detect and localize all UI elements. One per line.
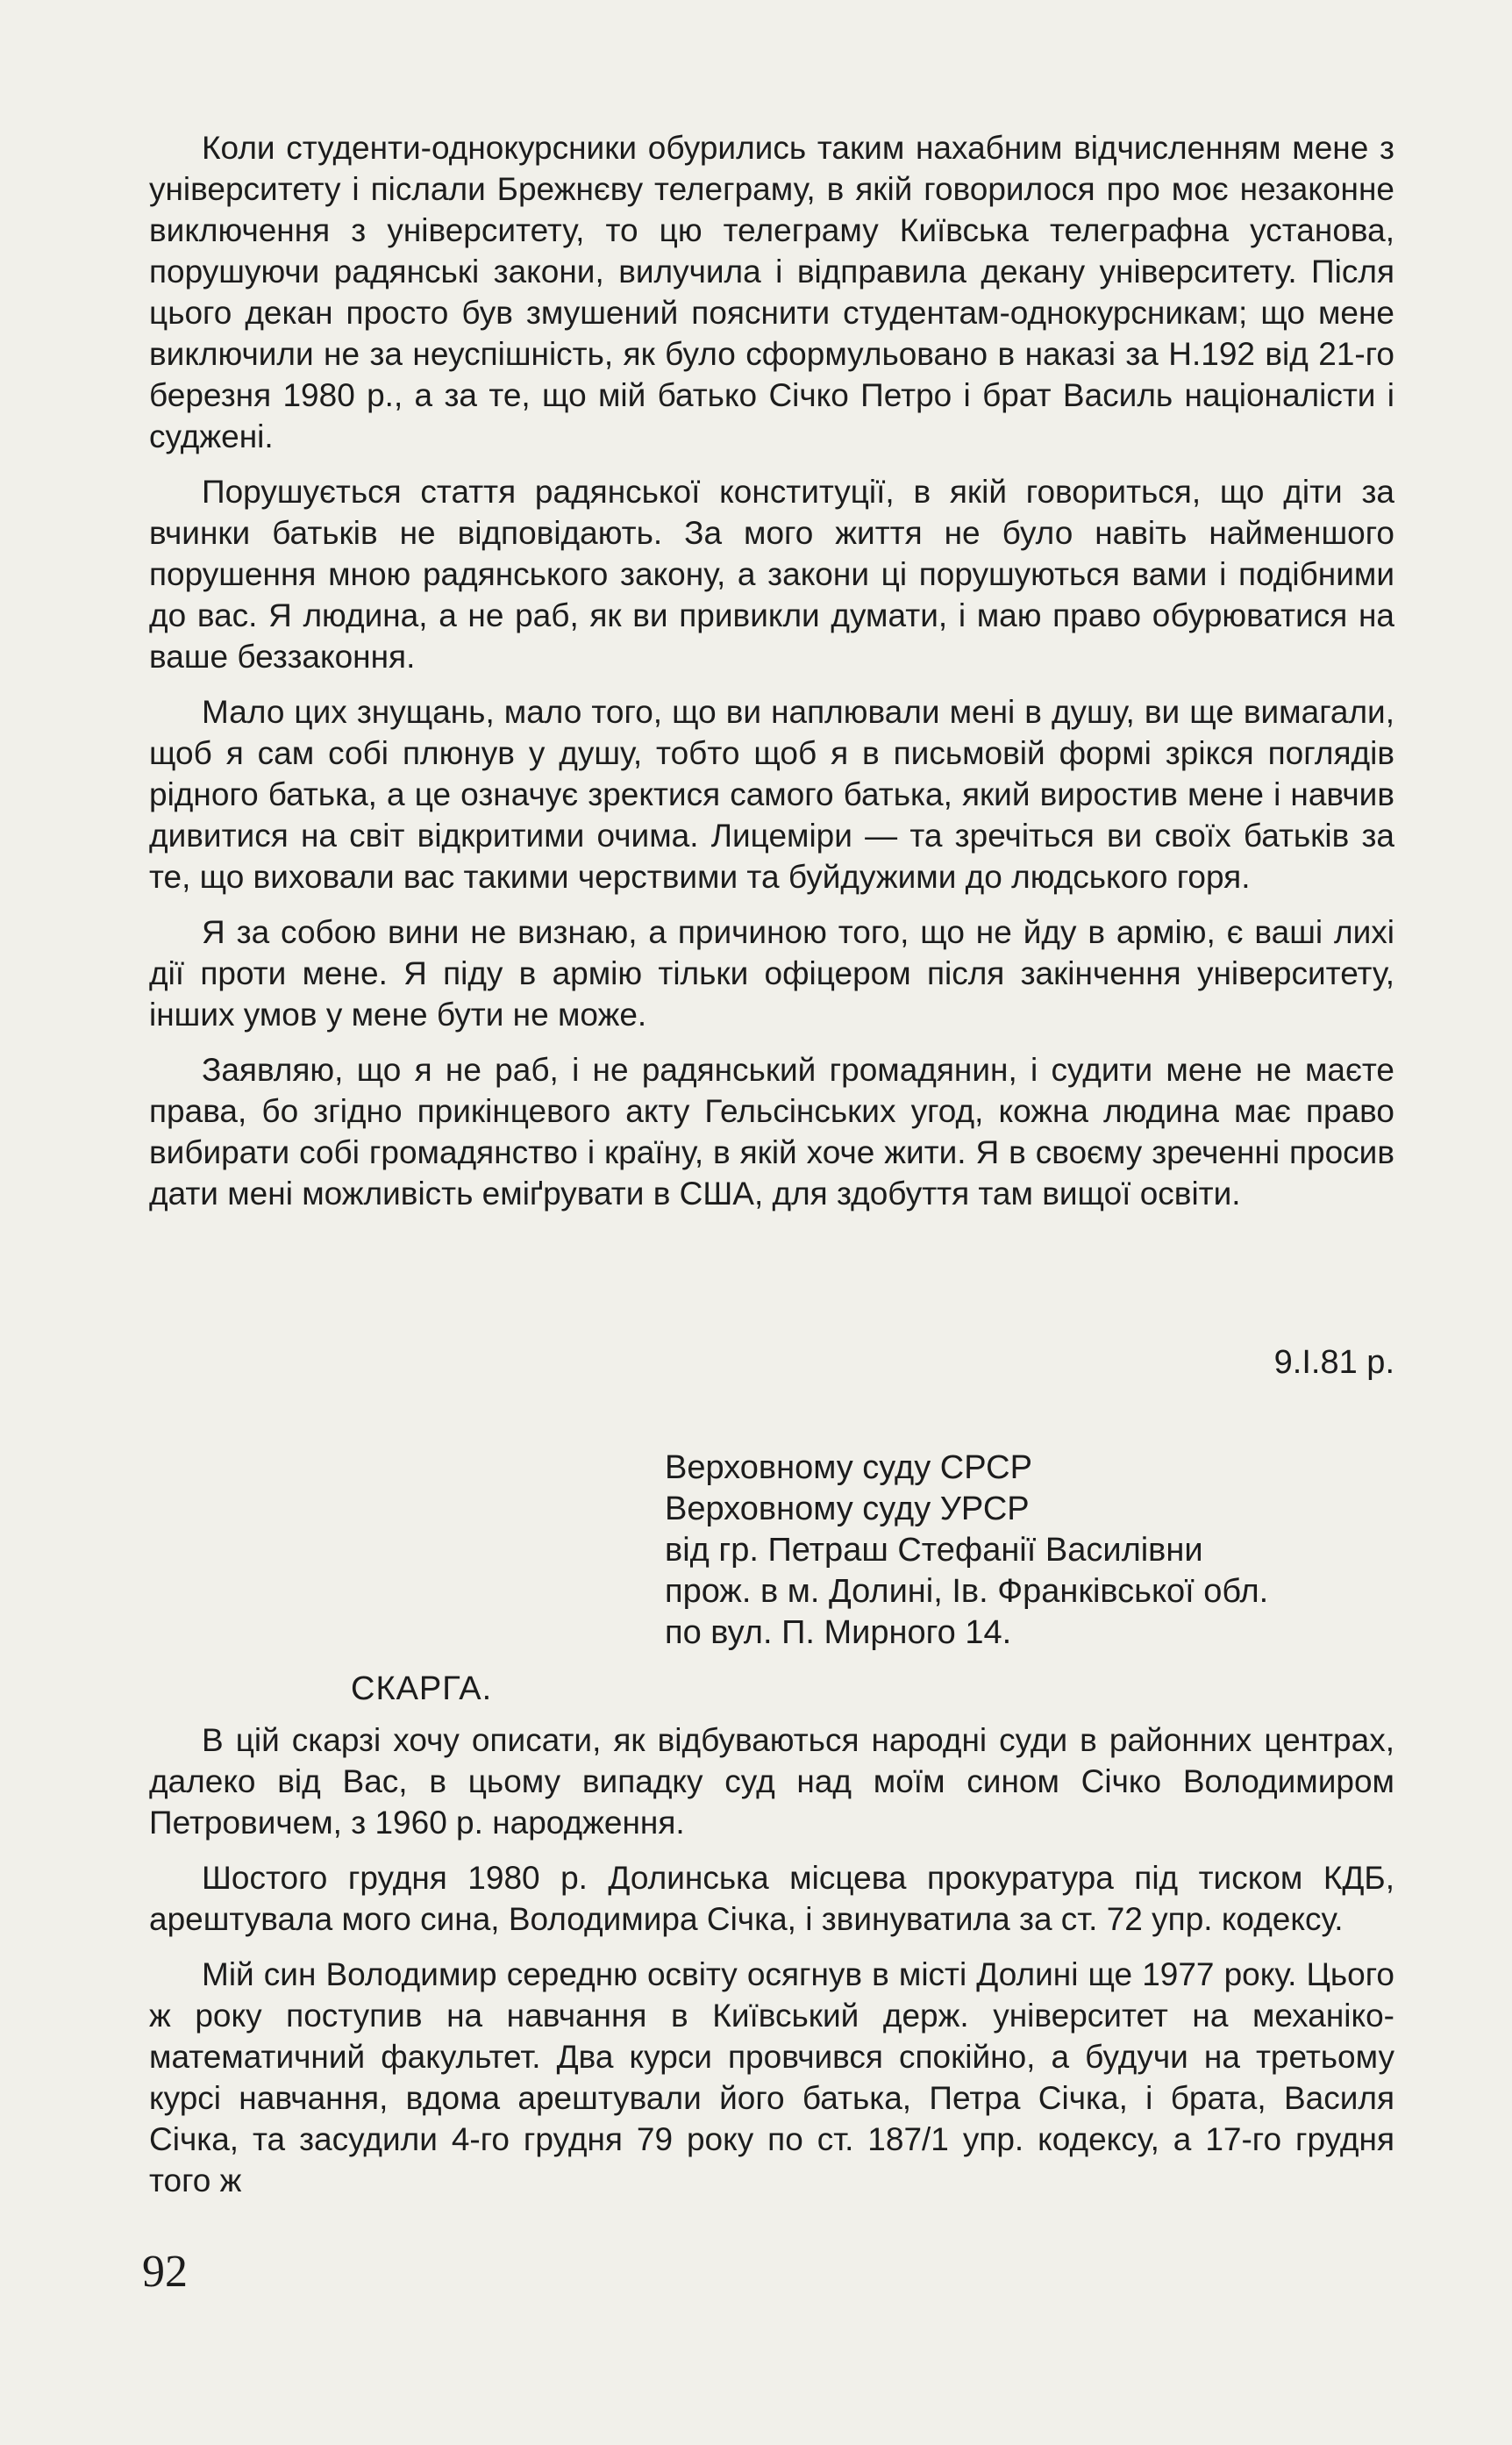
addressee-line-5: по вул. П. Мирного 14.: [665, 1614, 1012, 1651]
complaint-paragraph-3: Мій син Володимир середню освіту осягнув в місті Долині ще 1977 року. Цього ж року поступив на навчання в Київський держ. університет на механіко-математичний факультет. Два курси провчився спокійно, а будучи на третьому курсі навчання, вдома арештували його батька, Петра Січка, і брата, Василя Січка, та засудили 4-го грудня 79 року по ст. 187/1 упр. кодексу, а 17-го грудня того ж: [149, 1956, 1394, 2198]
addressee-line-4: прож. в м. Долині, Ів. Франківської обл.: [665, 1573, 1269, 1610]
statement-date: 9.I.81 р.: [1273, 1344, 1394, 1381]
statement-paragraph-1: Коли студенти-однокурсники обурились таким нахабним відчисленням мене з університету і післали Брежнєву телеграму, в якій говорилося про моє незаконне виключення з університету, то цю телеграму Київська телеграфна установа, порушуючи радянські закони, вилучила і відправила декану університету. Після цього декан просто був змушений пояснити студентам-однокурсникам; що мене виключили не за неуспішність, як було сформульовано в наказі за Н.192 від 21-го березня 1980 р., а за те, що мій батько Січко Петро і брат Василь націоналісти і суджені.: [149, 130, 1394, 454]
complaint-paragraph-1: В цій скарзі хочу описати, як відбуваються народні суди в районних центрах, далеко від Вас, в цьому випадку суд над моїм сином Січко Володимиром Петровичем, з 1960 р. народження.: [149, 1722, 1394, 1841]
statement-paragraph-4: Я за собою вини не визнаю, а причиною того, що не йду в армію, є ваші лихі дії проти мене. Я піду в армію тільки офіцером після закінчення університету, інших умов у мене бути не може.: [149, 914, 1394, 1033]
complaint-paragraph-2: Шостого грудня 1980 р. Долинська місцева прокуратура під тиском КДБ, арештувала мого сина, Володимира Січка, і звинуватила за ст. 72 упр. кодексу.: [149, 1860, 1394, 1937]
addressee-line-3: від гр. Петраш Стефанії Василівни: [665, 1532, 1203, 1569]
statement-body: [149, 127, 1394, 1228]
complaint-title: СКАРГА.: [351, 1670, 493, 1707]
addressee-block: [665, 1448, 1454, 1654]
addressee-line-1: Верховному суду СРСР: [665, 1449, 1032, 1486]
statement-paragraph-2: Порушується стаття радянської конституції, в якій говориться, що діти за вчинки батьків не відповідають. За мого життя не було навіть найменшого порушення мною радянського закону, а закони ці порушуються вами і подібними до вас. Я людина, а не раб, як ви привикли думати, і маю право обурюватися на ваше беззаконня.: [149, 474, 1394, 675]
complaint-body: [149, 1719, 1394, 2215]
statement-paragraph-3: Мало цих знущань, мало того, що ви наплювали мені в душу, ви ще вимагали, щоб я сам собі плюнув у душу, тобто щоб я в письмовій формі зрікся поглядів рідного батька, а це означує зректися самого батька, який виростив мене і навчив дивитися на світ відкритими очима. Лицеміри — та зречіться ви своїх батьків за те, що виховали вас такими черствими та буйдужими до людського горя.: [149, 694, 1394, 895]
page-number: 92: [142, 2247, 188, 2297]
addressee-line-2: Верховному суду УРСР: [665, 1491, 1030, 1527]
statement-paragraph-5: Заявляю, що я не раб, і не радянський громадянин, і судити мене не маєте права, бо згідно прикінцевого акту Гельсінських угод, кожна людина має право вибирати собі громадянство і країну, в якій хоче жити. Я в своєму зреченні просив дати мені можливість еміґрувати в США, для здобуття там вищої освіти.: [149, 1052, 1394, 1212]
